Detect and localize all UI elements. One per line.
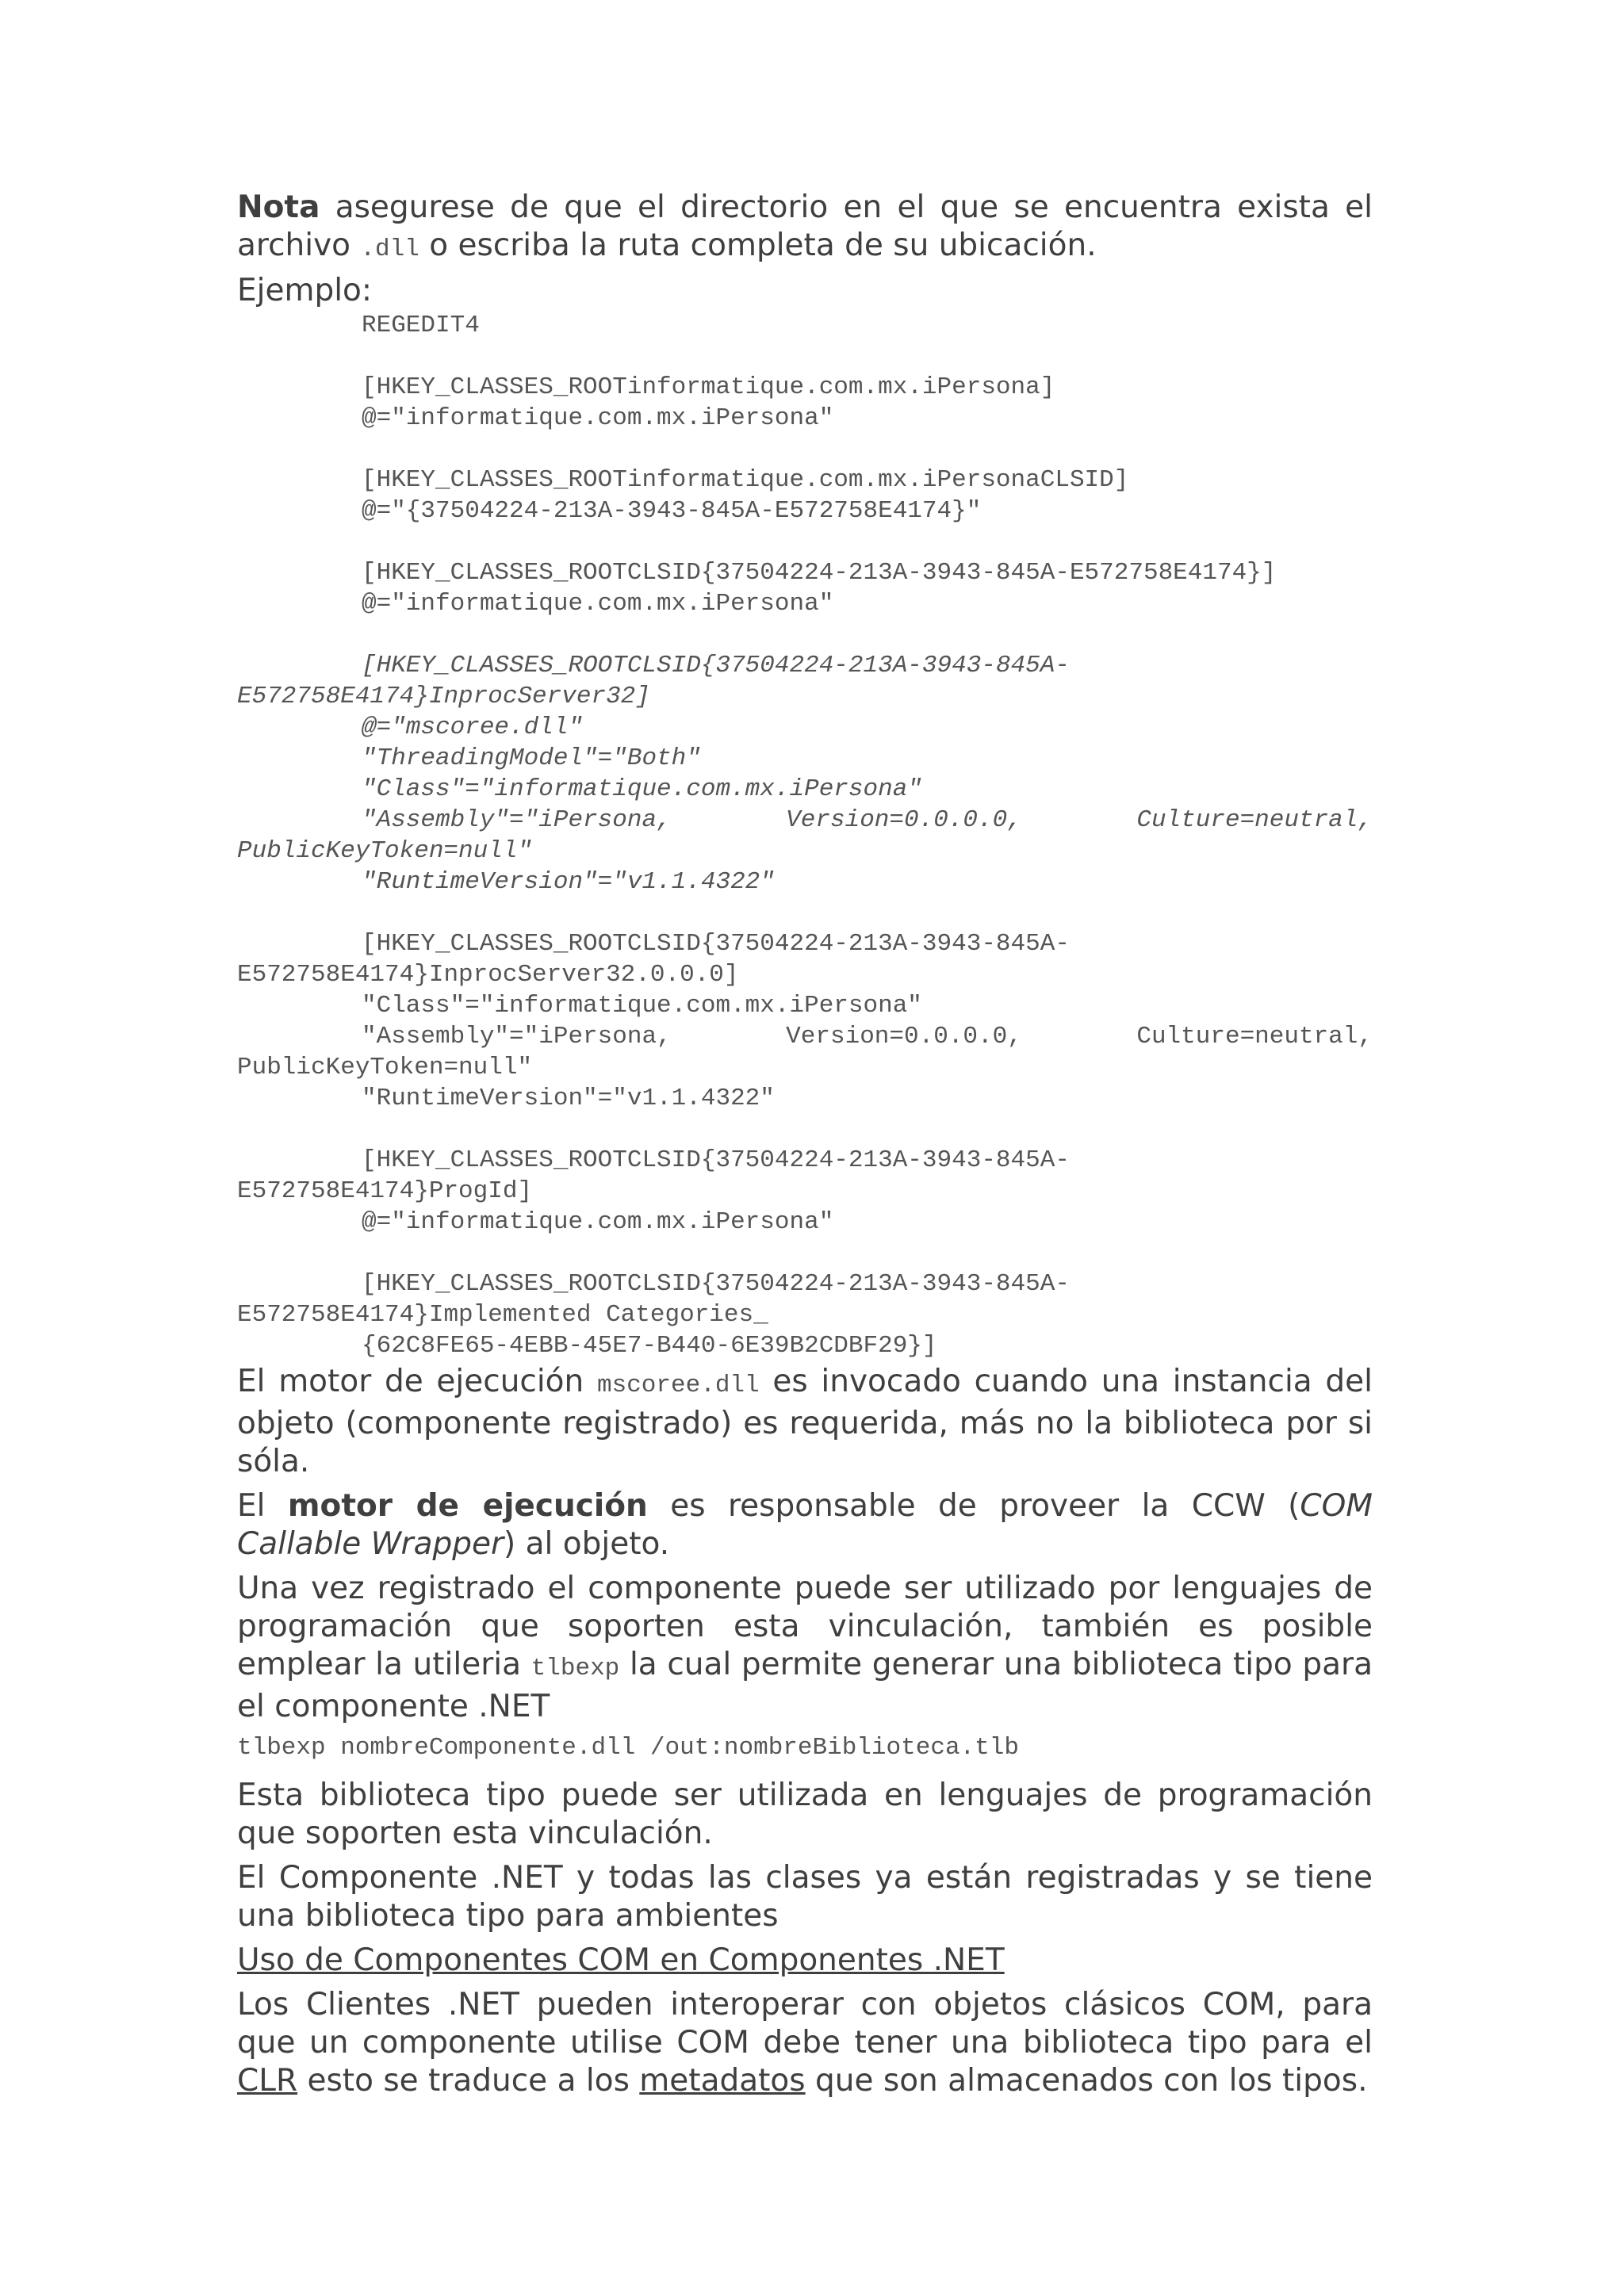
component-paragraph: El Componente .NET y todas las clases ya están registradas y se tiene una biblioteca tipo para ambientes: [237, 1860, 1373, 1934]
assembly-text: "Assembly"="iPersona, Version=0.0.0.0, Culture=neutral,: [362, 1023, 1373, 1050]
note-text-1: asegurese de que el directorio en el que se encuentra exista el archivo: [237, 189, 1373, 263]
mscoree-code: mscoree.dll: [597, 1372, 760, 1399]
registry-key-continued: E572758E4174}InprocServer32]: [237, 683, 650, 710]
ccw-text-2: es responsable de proveer la CCW (: [670, 1488, 1300, 1524]
registry-value: @="{37504224-213A-3943-845A-E572758E4174}": [362, 497, 982, 525]
note-lead: Nota: [237, 189, 320, 225]
registry-entry-5: [237, 928, 1373, 1114]
registry-value: "ThreadingModel"="Both": [362, 744, 701, 772]
registry-value: "RuntimeVersion"="v1.1.4322": [362, 1085, 775, 1112]
registry-key: [HKEY_CLASSES_ROOTinformatique.com.mx.iPersonaCLSID]: [362, 466, 1129, 494]
clients-text-3: que son almacenados con los tipos.: [815, 2063, 1368, 2099]
clients-paragraph: [237, 1986, 1373, 2100]
registry-value: "RuntimeVersion"="v1.1.4322": [362, 868, 775, 896]
ccw-paragraph: [237, 1487, 1373, 1563]
registry-header: REGEDIT4: [362, 312, 480, 339]
note-paragraph: [237, 189, 1373, 269]
registry-value: "Class"="informatique.com.mx.iPersona": [362, 775, 922, 803]
engine-paragraph: [237, 1363, 1373, 1481]
registration-text-2: la cual permite generar una biblioteca tipo para el componente .NET: [237, 1647, 1373, 1724]
note-text-2: o escriba la ruta completa de su ubicación.: [429, 228, 1097, 263]
registry-key-continued: {62C8FE65-4EBB-45E7-B440-6E39B2CDBF29}]: [362, 1332, 937, 1360]
registry-key-continued: E572758E4174}Implemented Categories_: [237, 1301, 768, 1329]
registry-value: [237, 805, 1373, 836]
dll-code: .dll: [360, 235, 419, 263]
tlbexp-command: tlbexp nombreComponente.dll /out:nombreBiblioteca.tlb: [237, 1734, 1019, 1762]
assembly-text: "Assembly"="iPersona, Version=0.0.0.0, Culture=neutral,: [362, 806, 1373, 834]
registry-entry-3: [237, 557, 1373, 619]
registry-value: @="informatique.com.mx.iPersona": [362, 1208, 834, 1236]
ccw-italic: COM Callable Wrapper: [237, 1488, 1373, 1562]
registry-value-continued: PublicKeyToken=null": [237, 1054, 533, 1081]
registry-key: [HKEY_CLASSES_ROOTCLSID{37504224-213A-3943-845A-E572758E4174}]: [362, 559, 1277, 587]
registry-code-block: [237, 310, 1373, 1361]
registry-entry-7: [237, 1269, 1373, 1361]
engine-text-1: El motor de ejecución: [237, 1364, 584, 1399]
ccw-bold: motor de ejecución: [287, 1488, 648, 1524]
clients-text-2: esto se traduce a los: [307, 2063, 630, 2099]
registry-value: "Class"="informatique.com.mx.iPersona": [362, 992, 922, 1020]
registry-key: [HKEY_CLASSES_ROOTCLSID{37504224-213A-3943-845A-: [362, 1270, 1070, 1298]
registry-value: @="informatique.com.mx.iPersona": [362, 404, 834, 432]
registry-entry-1: [237, 372, 1373, 434]
tlbexp-code: tlbexp: [530, 1655, 620, 1682]
metadata-link[interactable]: metadatos: [639, 2063, 806, 2099]
registry-value-continued: PublicKeyToken=null": [237, 837, 533, 865]
registration-text-1: Una vez registrado el componente puede ser utilizado por lenguajes de programación que soporten esta vinculación, también es posible emplear la utileria: [237, 1571, 1373, 1682]
engine-text-2: es invocado cuando una instancia del objeto (componente registrado) es requerida, más no la biblioteca por si sóla.: [237, 1364, 1373, 1479]
registry-key: [HKEY_CLASSES_ROOTCLSID{37504224-213A-3943-845A-: [362, 652, 1070, 679]
registration-paragraph: [237, 1570, 1373, 1726]
registry-key: [HKEY_CLASSES_ROOTCLSID{37504224-213A-3943-845A-: [362, 930, 1070, 958]
ccw-text-1: El: [237, 1488, 266, 1524]
registry-key-continued: E572758E4174}ProgId]: [237, 1177, 533, 1205]
registry-entry-2: [237, 465, 1373, 526]
registry-value: @="informatique.com.mx.iPersona": [362, 590, 834, 618]
example-label: Ejemplo:: [237, 273, 373, 308]
library-paragraph: Esta biblioteca tipo puede ser utilizada en lenguajes de programación que soporten esta vinculación.: [237, 1777, 1373, 1851]
registry-entry-4: [237, 650, 1373, 897]
clients-text-1: Los Clientes .NET pueden interoperar con objetos clásicos COM, para que un componente utilise COM debe tener una biblioteca tipo para el: [237, 1987, 1373, 2061]
registry-value: [237, 1021, 1373, 1052]
ccw-text-3: ) al objeto.: [504, 1526, 670, 1562]
clr-link[interactable]: CLR: [237, 2063, 298, 2099]
document-page: [237, 189, 1373, 2107]
registry-key: [HKEY_CLASSES_ROOTCLSID{37504224-213A-3943-845A-: [362, 1146, 1070, 1174]
section-heading: Uso de Componentes COM en Componentes .NET: [237, 1942, 1005, 1978]
registry-value: @="mscoree.dll": [362, 714, 584, 741]
registry-key: [HKEY_CLASSES_ROOTinformatique.com.mx.iPersona]: [362, 373, 1055, 401]
registry-key-continued: E572758E4174}InprocServer32.0.0.0]: [237, 961, 739, 989]
registry-entry-6: [237, 1145, 1373, 1238]
